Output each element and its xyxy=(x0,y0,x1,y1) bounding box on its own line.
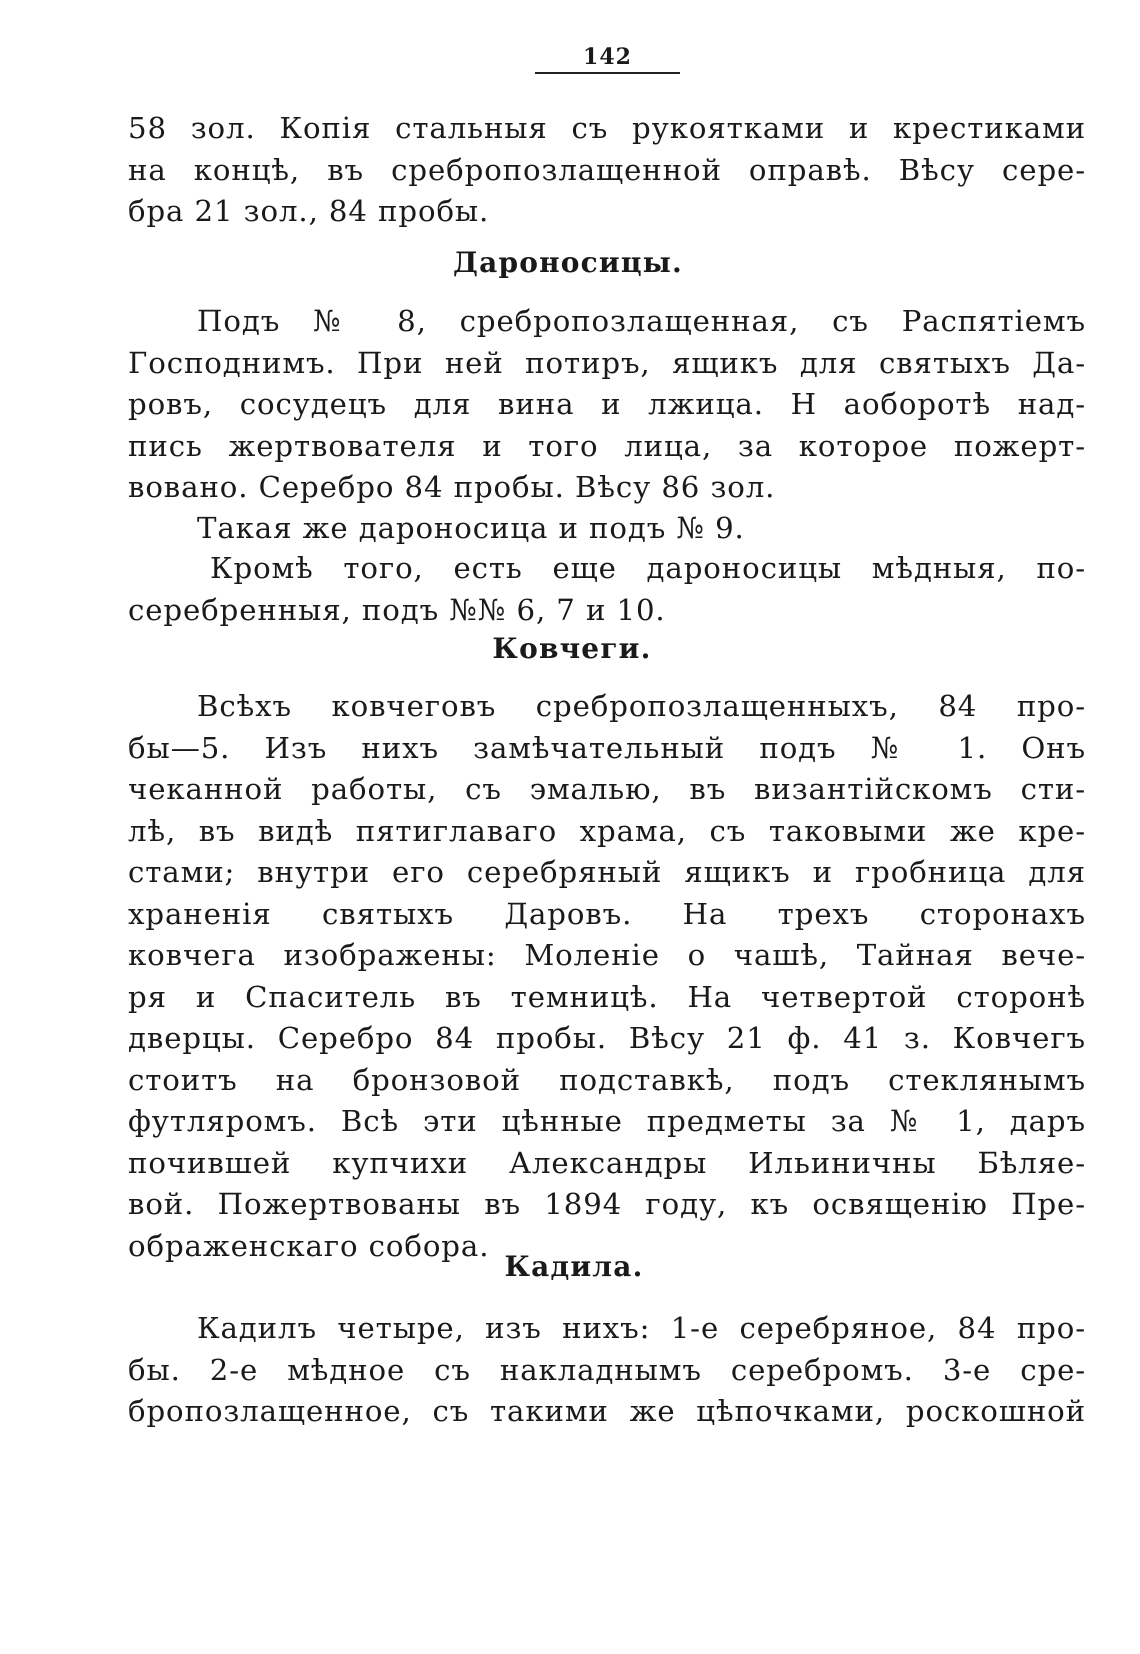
text-line: ровъ, сосудецъ для вина и лжица. Н аоборотѣ над- xyxy=(128,387,1086,421)
text-line: Такая же дароносица и подъ № 9. xyxy=(197,511,745,545)
text-line: Господнимъ. При ней потиръ, ящикъ для святыхъ Да- xyxy=(128,345,1086,380)
text-line: лѣ, въ видѣ пятиглаваго храма, съ таковыми же кре- xyxy=(128,813,1086,848)
daronositsy-paragraph-3 xyxy=(128,548,1086,631)
text-line: Кадилъ четыре, изъ нихъ: 1-е серебряное, 84 про- xyxy=(197,1311,1086,1345)
text-line: бы. 2-е мѣдное съ накладнымъ серебромъ. 3-е сре- xyxy=(128,1352,1086,1387)
text-line: стоитъ на бронзовой подставкѣ, подъ стеклянымъ xyxy=(128,1062,1086,1097)
text-line: на концѣ, въ сребропозлащенной оправѣ. Вѣсу сере- xyxy=(128,152,1086,187)
section-heading-kadila: Кадила. xyxy=(504,1250,644,1283)
text-line: пись жертвователя и того лица, за которое пожерт- xyxy=(128,428,1086,463)
section-heading-daronositsy: Дароносицы. xyxy=(453,246,683,279)
section-heading-kovchegi: Ковчеги. xyxy=(492,632,652,665)
text-line: храненія святыхъ Даровъ. На трехъ сторонахъ xyxy=(128,896,1086,931)
text-line: вовано. Серебро 84 пробы. Вѣсу 86 зол. xyxy=(128,470,776,504)
text-line: ображенскаго собора. xyxy=(128,1228,490,1263)
text-line: ковчега изображены: Моленіе о чашѣ, Тайная вече- xyxy=(128,938,1086,972)
text-line: бы—5. Изъ нихъ замѣчательный подъ № 1. Онъ xyxy=(128,730,1086,765)
text-line: стами; внутри его серебряный ящикъ и гробница для xyxy=(128,855,1086,889)
text-line: почившей купчихи Александры Ильиничны Бѣляе- xyxy=(128,1145,1086,1180)
kovchegi-paragraph xyxy=(128,686,1086,1267)
daronositsy-paragraph-2 xyxy=(128,508,1086,550)
page-number: 142 xyxy=(583,44,632,70)
intro-paragraph xyxy=(128,108,1086,233)
page-number-rule xyxy=(535,72,680,74)
text-line: чеканной работы, съ эмалью, въ византійскомъ сти- xyxy=(128,772,1086,806)
text-line: серебренныя, подъ №№ 6, 7 и 10. xyxy=(128,592,666,627)
kadila-paragraph xyxy=(128,1308,1086,1433)
daronositsy-paragraph-1 xyxy=(128,301,1086,509)
text-line: дверцы. Серебро 84 пробы. Вѣсу 21 ф. 41 з. Ковчегъ xyxy=(128,1021,1086,1055)
text-line: Подъ № 8, сребропозлащенная, съ Распятіемъ xyxy=(197,304,1086,338)
text-line: Всѣхъ ковчеговъ сребропозлащенныхъ, 84 про- xyxy=(197,689,1086,723)
text-line: бропозлащенное, съ такими же цѣпочками, роскошной xyxy=(128,1394,1086,1428)
text-line: футляромъ. Всѣ эти цѣнные предметы за № 1, даръ xyxy=(128,1104,1086,1138)
text-line: вой. Пожертвованы въ 1894 году, къ освященію Пре- xyxy=(128,1187,1086,1221)
text-line: бра 21 зол., 84 пробы. xyxy=(128,194,490,228)
text-line: Кромѣ того, есть еще дароносицы мѣдныя, по- xyxy=(210,551,1086,585)
text-line: ря и Спаситель въ темницѣ. На четвертой сторонѣ xyxy=(128,979,1086,1014)
text-line: 58 зол. Копія стальныя съ рукоятками и крестиками xyxy=(128,111,1086,145)
